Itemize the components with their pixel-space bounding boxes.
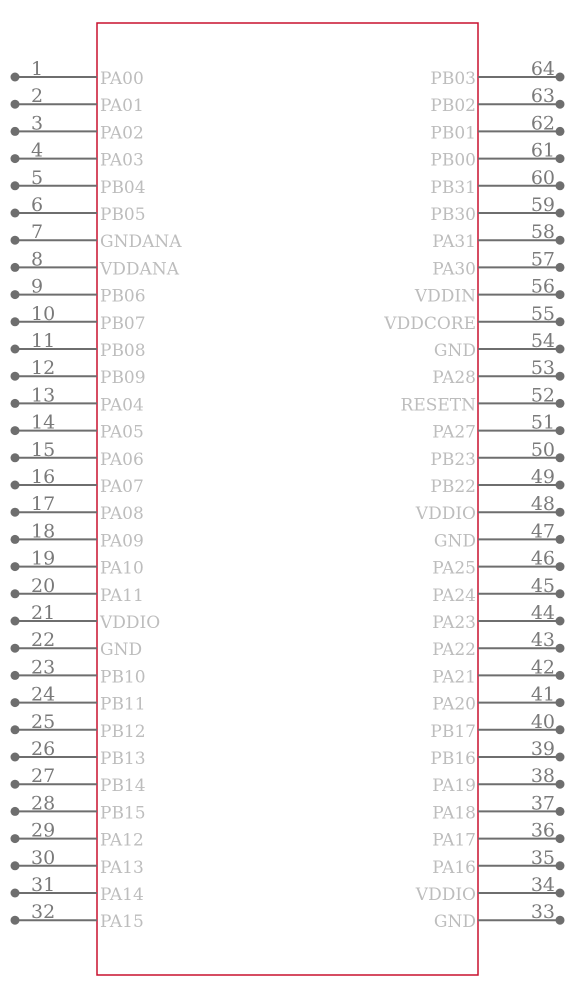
- pin-terminal-dot: [11, 589, 20, 598]
- pin-terminal-dot: [556, 725, 565, 734]
- pin-number: 42: [530, 656, 555, 679]
- pin-number: 45: [530, 574, 555, 597]
- pin-name: PA02: [100, 123, 144, 144]
- pin-number: 23: [31, 656, 56, 679]
- pin-number: 30: [31, 846, 56, 869]
- pin-name: GND: [100, 640, 143, 661]
- pin-number: 29: [31, 819, 56, 842]
- pin-name: PA23: [432, 613, 476, 633]
- pin-name: PA22: [432, 640, 476, 661]
- pin-terminal-dot: [556, 345, 565, 354]
- pin-terminal-dot: [11, 426, 20, 435]
- pin-name: PB23: [430, 449, 476, 470]
- pin-number: 57: [530, 248, 555, 271]
- pin-number: 28: [31, 792, 56, 815]
- pin-number: 7: [31, 221, 44, 244]
- pin-name: PA00: [100, 69, 144, 89]
- pin-terminal-dot: [556, 181, 565, 190]
- pin-terminal-dot: [11, 290, 20, 299]
- pin-name: PB11: [100, 694, 146, 715]
- pin-number: 50: [530, 438, 555, 461]
- pin-terminal-dot: [556, 617, 565, 626]
- pin-terminal-dot: [11, 154, 20, 163]
- pin-32: [11, 901, 144, 932]
- pin-terminal-dot: [556, 154, 565, 163]
- pin-terminal-dot: [556, 426, 565, 435]
- pin-name: PB16: [430, 749, 476, 769]
- pin-number: 9: [31, 275, 44, 298]
- pin-number: 19: [31, 547, 56, 570]
- pin-terminal-dot: [11, 725, 20, 734]
- pin-terminal-dot: [556, 889, 565, 898]
- pin-name: PA30: [432, 259, 476, 280]
- pin-terminal-dot: [11, 209, 20, 218]
- pin-terminal-dot: [11, 73, 20, 82]
- pin-number: 22: [31, 629, 56, 652]
- pin-terminal-dot: [11, 780, 20, 789]
- pin-name: PA15: [100, 912, 144, 933]
- pin-name: PB14: [100, 776, 146, 797]
- pin-terminal-dot: [11, 399, 20, 408]
- pin-name: PA13: [100, 857, 144, 878]
- pin-name: PB07: [100, 313, 146, 334]
- pin-terminal-dot: [556, 508, 565, 517]
- pin-name: PB01: [430, 123, 476, 144]
- pin-terminal-dot: [11, 100, 20, 109]
- pin-terminal-dot: [11, 236, 20, 245]
- pin-terminal-dot: [11, 181, 20, 190]
- pin-number: 43: [530, 629, 555, 652]
- ic-body-outline: [97, 23, 478, 975]
- pin-terminal-dot: [11, 916, 20, 925]
- pin-number: 59: [530, 194, 555, 216]
- pin-terminal-dot: [11, 644, 20, 653]
- pin-terminal-dot: [11, 807, 20, 816]
- pin-number: 36: [530, 819, 555, 842]
- pin-name: PA24: [432, 585, 476, 606]
- pin-number: 61: [530, 139, 555, 162]
- pin-name: PB00: [430, 150, 476, 171]
- pin-terminal-dot: [556, 209, 565, 218]
- pin-name: VDDIO: [415, 885, 476, 905]
- pin-name: PB12: [100, 721, 146, 742]
- pin-number: 37: [530, 792, 555, 815]
- pin-name: PA08: [100, 504, 144, 525]
- pin-number: 55: [530, 302, 555, 325]
- pin-name: PA12: [100, 830, 144, 851]
- pin-terminal-dot: [556, 644, 565, 653]
- pin-terminal-dot: [11, 453, 20, 462]
- pin-terminal-dot: [556, 100, 565, 109]
- pin-name: GND: [433, 341, 476, 361]
- pin-terminal-dot: [11, 834, 20, 843]
- pin-number: 14: [31, 411, 56, 434]
- pin-number: 24: [31, 683, 56, 706]
- pin-name: PB06: [100, 286, 146, 307]
- pin-number: 12: [31, 357, 56, 380]
- pin-name: PB03: [430, 69, 476, 89]
- pin-name: PB31: [430, 177, 476, 198]
- pin-number: 17: [31, 493, 56, 516]
- pin-terminal-dot: [11, 617, 20, 626]
- pin-terminal-dot: [556, 127, 565, 136]
- pin-number: 26: [31, 738, 56, 760]
- pin-number: 56: [530, 275, 555, 298]
- pin-number: 54: [530, 330, 555, 352]
- pin-name: GND: [433, 531, 476, 552]
- pin-number: 5: [31, 166, 44, 189]
- pin-number: 31: [31, 874, 56, 896]
- pin-terminal-dot: [556, 916, 565, 925]
- pin-name: PA19: [432, 776, 476, 797]
- pin-number: 25: [31, 710, 56, 733]
- pin-name: PA01: [100, 96, 144, 117]
- pin-terminal-dot: [556, 562, 565, 571]
- pin-number: 8: [31, 248, 44, 271]
- pin-terminal-dot: [556, 317, 565, 326]
- pin-terminal-dot: [556, 671, 565, 680]
- pin-name: PA25: [432, 558, 476, 579]
- pin-name: PB10: [100, 667, 146, 688]
- pin-number: 51: [530, 411, 555, 434]
- pin-number: 63: [530, 85, 555, 108]
- pin-number: 41: [530, 683, 555, 706]
- pin-name: PA16: [432, 857, 476, 878]
- pin-terminal-dot: [556, 73, 565, 82]
- pin-number: 34: [530, 874, 555, 896]
- pin-name: PA20: [432, 694, 476, 715]
- pin-terminal-dot: [11, 535, 20, 544]
- pin-name: PA10: [100, 558, 144, 579]
- pin-terminal-dot: [11, 698, 20, 707]
- pin-name: PA09: [100, 531, 144, 552]
- pin-name: PA17: [432, 830, 476, 851]
- pin-number: 52: [530, 384, 555, 407]
- pin-name: GNDANA: [100, 232, 182, 253]
- pin-terminal-dot: [556, 481, 565, 490]
- pin-number: 4: [31, 139, 44, 162]
- pin-name: VDDIO: [100, 613, 161, 633]
- pin-number: 60: [530, 166, 555, 189]
- pin-number: 2: [31, 85, 44, 108]
- pin-name: PA07: [100, 477, 144, 497]
- pin-terminal-dot: [11, 753, 20, 762]
- pin-name: PB17: [430, 721, 476, 742]
- pin-name: PB15: [100, 803, 146, 824]
- pin-number: 13: [31, 384, 56, 407]
- pin-name: PA05: [100, 422, 144, 443]
- pin-number: 3: [31, 112, 44, 135]
- pin-number: 32: [31, 901, 56, 924]
- pin-number: 38: [530, 765, 555, 788]
- pin-name: RESETN: [400, 395, 476, 416]
- pin-name: PB09: [100, 368, 146, 389]
- pin-number: 20: [31, 574, 56, 597]
- pin-number: 40: [530, 710, 555, 733]
- pin-terminal-dot: [11, 508, 20, 517]
- pin-name: PA14: [100, 885, 144, 905]
- pin-number: 1: [31, 58, 44, 80]
- pin-number: 11: [31, 330, 56, 352]
- pin-terminal-dot: [556, 780, 565, 789]
- pin-name: PB02: [430, 96, 476, 117]
- pin-terminal-dot: [556, 290, 565, 299]
- pin-name: PB22: [430, 477, 476, 497]
- pin-terminal-dot: [11, 861, 20, 870]
- pin-number: 47: [530, 520, 555, 543]
- pin-name: PA04: [100, 395, 144, 416]
- pin-number: 39: [530, 738, 555, 760]
- pin-terminal-dot: [11, 562, 20, 571]
- pin-number: 27: [31, 765, 56, 788]
- pin-name: PB05: [100, 205, 146, 225]
- pin-number: 33: [530, 901, 555, 924]
- pin-number: 58: [530, 221, 555, 244]
- pin-terminal-dot: [11, 127, 20, 136]
- pin-terminal-dot: [11, 889, 20, 898]
- pin-name: PA11: [100, 585, 144, 606]
- pin-terminal-dot: [11, 263, 20, 272]
- pin-terminal-dot: [556, 372, 565, 381]
- pin-terminal-dot: [556, 535, 565, 544]
- pin-number: 49: [530, 466, 555, 488]
- pin-name: PA06: [100, 449, 144, 470]
- pin-name: PA27: [432, 422, 476, 443]
- pin-number: 64: [530, 58, 555, 80]
- pin-terminal-dot: [556, 453, 565, 462]
- pin-terminal-dot: [556, 807, 565, 816]
- pin-terminal-dot: [556, 861, 565, 870]
- pin-number: 62: [530, 112, 555, 135]
- pin-number: 44: [530, 602, 555, 624]
- pin-name: PB08: [100, 341, 146, 361]
- pin-number: 6: [31, 194, 44, 216]
- pin-terminal-dot: [556, 698, 565, 707]
- pin-name: VDDIN: [414, 286, 476, 307]
- pin-name: PA03: [100, 150, 144, 171]
- pin-terminal-dot: [556, 834, 565, 843]
- pin-terminal-dot: [556, 589, 565, 598]
- pin-terminal-dot: [556, 236, 565, 245]
- pin-name: PA18: [432, 803, 476, 824]
- pin-name: PB04: [100, 177, 146, 198]
- pin-terminal-dot: [11, 317, 20, 326]
- pin-number: 15: [31, 438, 56, 461]
- pin-33: [434, 901, 565, 932]
- pin-number: 35: [530, 846, 555, 869]
- pin-name: GND: [433, 912, 476, 933]
- pin-name: PA21: [432, 667, 476, 688]
- pin-number: 10: [31, 302, 56, 325]
- pin-name: PA28: [432, 368, 476, 389]
- pin-name: VDDCORE: [384, 313, 476, 334]
- pin-terminal-dot: [11, 671, 20, 680]
- pin-number: 18: [31, 520, 56, 543]
- pin-terminal-dot: [556, 399, 565, 408]
- pin-name: PB30: [430, 205, 476, 225]
- pin-name: PB13: [100, 749, 146, 769]
- pin-number: 21: [31, 602, 56, 624]
- pin-name: VDDIO: [415, 504, 476, 525]
- pin-terminal-dot: [556, 753, 565, 762]
- pin-number: 46: [530, 547, 555, 570]
- pin-terminal-dot: [11, 481, 20, 490]
- pin-terminal-dot: [11, 345, 20, 354]
- right-pin-column: [383, 58, 564, 932]
- pin-number: 16: [31, 466, 56, 488]
- pin-number: 48: [530, 493, 555, 516]
- pin-number: 53: [530, 357, 555, 380]
- pin-name: VDDANA: [100, 259, 179, 280]
- pin-terminal-dot: [556, 263, 565, 272]
- pin-terminal-dot: [11, 372, 20, 381]
- pin-name: PA31: [432, 232, 476, 253]
